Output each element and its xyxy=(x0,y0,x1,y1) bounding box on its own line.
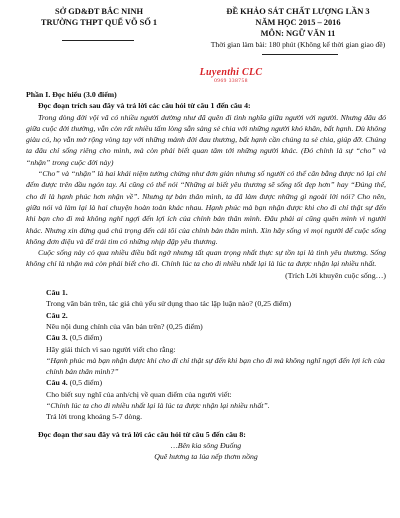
exam-title: ĐỀ KHẢO SÁT CHẤT LƯỢNG LẦN 3 xyxy=(226,7,370,16)
poem-line-2: Quê hương ta lúa nếp thơm nồng xyxy=(154,452,258,462)
question-3-quote: “Hạnh phúc mà bạn nhận được khi cho đi chỉ thật sự đến khi bạn cho đi mà không nghĩ ngợi đến lợi ích của chính bản thân mình?” xyxy=(46,355,385,377)
header-left-underline xyxy=(62,40,134,41)
poem-line-1: …Bên kia sông Đuống xyxy=(170,440,242,450)
question-1-text: Trong văn bản trên, tác giả chủ yếu sử dụng thao tác lập luận nào? (0,25 điểm) xyxy=(46,299,292,309)
brand-watermark xyxy=(186,67,276,85)
part1-instruction-2: Đọc đoạn thơ sau đây và trả lời các câu hỏi từ câu 5 đến câu 8: xyxy=(38,429,246,439)
header-right-underline xyxy=(262,54,338,55)
question-4-note: Trả lời trong khoảng 5-7 dòng. xyxy=(46,412,143,422)
time-limit: Thời gian làm bài: 180 phút (Không kể thời gian giao đề) xyxy=(210,40,386,49)
question-2-text: Nêu nội dung chính của văn bản trên? (0,25 điểm) xyxy=(46,321,203,331)
question-4-text: Cho biết suy nghĩ của anh/chị về quan điểm của người viết: xyxy=(46,389,232,399)
question-2-label: Câu 2. xyxy=(46,310,68,320)
question-4-points: (0,5 điểm) xyxy=(69,378,103,388)
brand-name: Luyenthi CLC xyxy=(199,67,263,78)
part1-title: Phần I. Đọc hiểu (3.0 điểm) xyxy=(26,90,117,99)
question-3-points: (0,5 điểm) xyxy=(69,333,103,343)
passage-paragraph-1: Trong dòng đời vội vã có nhiều người dường như đã quên đi tình nghĩa giữa người với người. Nhưng đâu đó giữa cuộc đời thường, vẫn còn rất nhiều tấm lòng sẵn sàng sẻ chia với những người khó khăn, bất hạnh. Dù không giàu có, họ vẫn mở rộng vòng tay với những mảnh đời đau thương, bất hạnh cần chúng ta sẻ chia, giúp đỡ. Chúng ta đâu chỉ sống riêng cho mình, mà còn phải biết quan tâm tới những người khác. (Đó chính là sự “cho” và “nhận” trong cuộc đời này) xyxy=(26,112,386,167)
question-4-label: Câu 4. xyxy=(46,378,68,388)
question-3-label: Câu 3. xyxy=(46,333,68,343)
passage-paragraph-3: Cuộc sống này có qua nhiều điều bất ngờ nhưng tất quan trọng nhất thực sự tồn tại là tình yêu thương. Sống không chỉ là nhận mà còn phải biết cho đi. Chính lúc ta cho đi nhiều nhất lại là lúc ta được nhận lại nhiều nhất. xyxy=(26,248,386,269)
department-name: SỞ GD&ĐT BẮC NINH xyxy=(54,7,144,16)
subject: MÔN: NGỮ VĂN 11 xyxy=(260,29,336,38)
question-3-text: Hãy giải thích vì sao người viết cho rằng: xyxy=(46,344,176,354)
brand-phone: 0969 338758 xyxy=(214,78,248,84)
school-name: TRƯỜNG THPT QUẾ VÕ SỐ 1 xyxy=(40,18,158,27)
exam-content xyxy=(26,89,386,463)
passage-source: (Trích Lời khuyên cuộc sống…) xyxy=(285,270,386,280)
header-left xyxy=(14,6,184,28)
passage-paragraph-2: “Cho” và “nhận” là hai khái niệm tưởng chừng như đơn giản nhưng số người có thể cân bằng được nó lại chỉ đếm được trên đầu ngón tay. Ai cũng có thể nói “Những ai biết yêu thương sẽ sống tốt đẹp hơn” hay “Đúng thế, cho đi là hạnh phúc hơn nhận về”. Nhưng tự bản thân mình, ta đã làm được những gì ngoài lời nói? Cho nên, giữa nói và làm lại là hai chuyện hoàn toàn khác nhau. Hạnh phúc mà bạn nhận được khi cho đi chỉ thật sự đến khi bạn cho đi mà không nghĩ ngợi đến lợi ích của chính bản thân mình. Đâu phải ai cũng quên mình vì người khác. Nhưng xin đừng quá chú trọng đến cái tôi của chính bản thân mình. Xin hãy sống vì mọi người để cuộc sống không đơn điệu và để trái tim có những nhịp đập yêu thương. xyxy=(26,169,386,246)
header-right xyxy=(200,6,396,50)
part1-instruction: Đọc đoạn trích sau đây và trả lời các câu hỏi từ câu 1 đến câu 4: xyxy=(38,101,251,111)
school-year: NĂM HỌC 2015 – 2016 xyxy=(255,18,341,27)
question-4-quote: “Chính lúc ta cho đi nhiều nhất lại là lúc ta được nhận lại nhiều nhất”. xyxy=(46,401,270,411)
question-1-label: Câu 1. xyxy=(46,288,68,298)
